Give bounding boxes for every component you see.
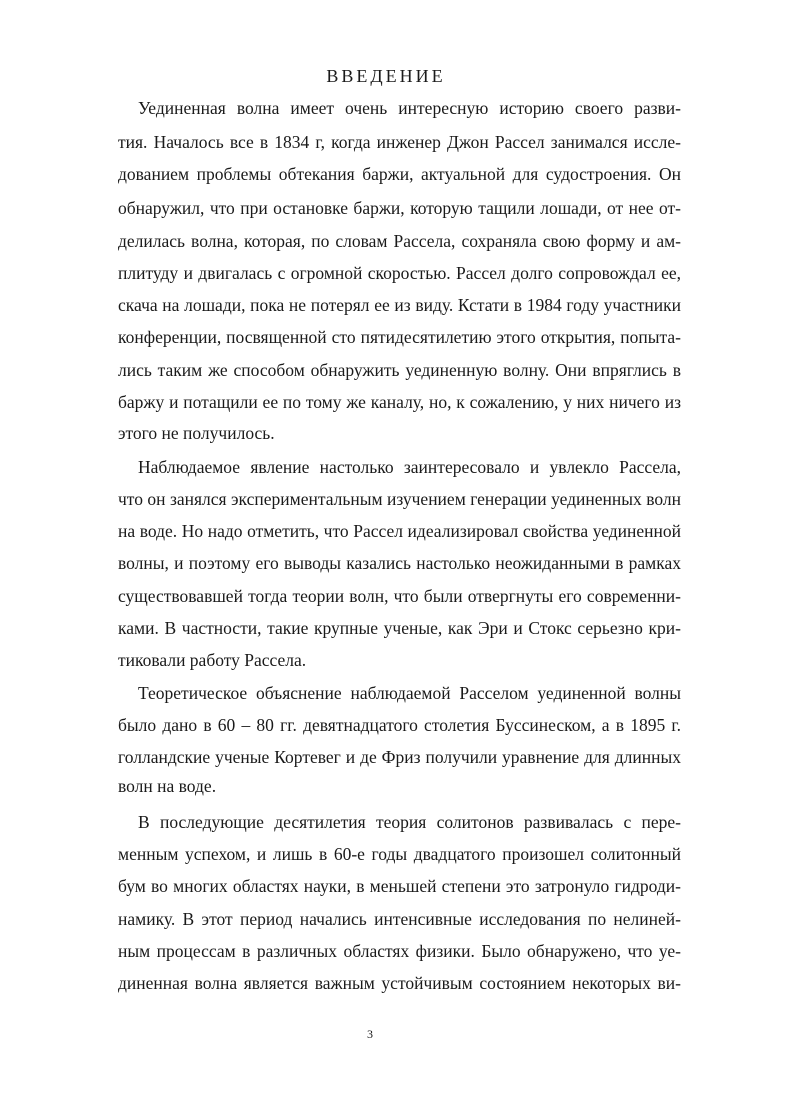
paragraph-1-line-11: этого не получилось. [118, 423, 275, 443]
paragraph-1-line-2: тия. Началось все в 1834 г, когда инженер Джон Рассел занимался иссле- [118, 132, 681, 152]
paragraph-4-line-6: диненная волна является важным устойчивым состоянием некоторых ви- [118, 973, 681, 993]
paragraph-1-line-7: скача на лошади, пока не потерял ее из виду. Кстати в 1984 году участники [118, 295, 681, 315]
paragraph-4-line-3: бум во многих областях науки, в меньшей степени это затронуло гидроди- [118, 876, 681, 896]
paragraph-2-line-4: волны, и поэтому его выводы казались настолько неожиданными в рамках [118, 553, 681, 573]
paragraph-2-line-6: ками. В частности, такие крупные ученые, как Эри и Стокс серьезно кри- [118, 618, 681, 638]
page-title: ВВЕДЕНИЕ [326, 66, 446, 86]
page-number: 3 [367, 1027, 373, 1041]
paragraph-3-line-1: Теоретическое объяснение наблюдаемой Расселом уединенной волны [138, 683, 681, 703]
paragraph-4-line-1: В последующие десятилетия теория солитонов развивалась с пере- [138, 812, 681, 832]
paragraph-1-line-1: Уединенная волна имеет очень интересную историю своего разви- [138, 98, 681, 118]
paragraph-4-line-5: ным процессам в различных областях физики. Было обнаружено, что уе- [118, 941, 681, 961]
paragraph-1-line-8: конференции, посвященной сто пятидесятилетию этого открытия, попыта- [118, 327, 681, 347]
paragraph-4-line-4: намику. В этот период начались интенсивные исследования по нелиней- [118, 909, 681, 929]
paragraph-1-line-5: делилась волна, которая, по словам Рассела, сохраняла свою форму и ам- [118, 231, 681, 251]
paragraph-1-line-10: баржу и потащили ее по тому же каналу, но, к сожалению, у них ничего из [118, 392, 681, 412]
paragraph-4-line-2: менным успехом, и лишь в 60-е годы двадцатого произошел солитонный [118, 844, 681, 864]
paragraph-1-line-9: лись таким же способом обнаружить уединенную волну. Они впряглись в [118, 360, 681, 380]
paragraph-2-line-7: тиковали работу Рассела. [118, 650, 307, 670]
paragraph-2-line-1: Наблюдаемое явление настолько заинтересовало и увлекло Рассела, [138, 457, 681, 477]
paragraph-2-line-3: на воде. Но надо отметить, что Рассел идеализировал свойства уединенной [118, 521, 681, 541]
paragraph-1-line-6: плитуду и двигалась с огромной скоростью. Рассел долго сопровождал ее, [118, 263, 681, 283]
paragraph-3-line-4: волн на воде. [118, 776, 217, 796]
paragraph-3-line-2: было дано в 60 – 80 гг. девятнадцатого столетия Буссинеском, а в 1895 г. [118, 715, 681, 735]
paragraph-2-line-5: существовавшей тогда теории волн, что были отвергнуты его современни- [118, 586, 681, 606]
paragraph-1-line-3: дованием проблемы обтекания баржи, актуальной для судостроения. Он [118, 164, 681, 184]
paragraph-2-line-2: что он занялся экспериментальным изучением генерации уединенных волн [118, 489, 681, 509]
paragraph-1-line-4: обнаружил, что при остановке баржи, которую тащили лошади, от нее от- [118, 198, 681, 218]
paragraph-3-line-3: голландские ученые Кортевег и де Фриз получили уравнение для длинных [118, 747, 681, 767]
